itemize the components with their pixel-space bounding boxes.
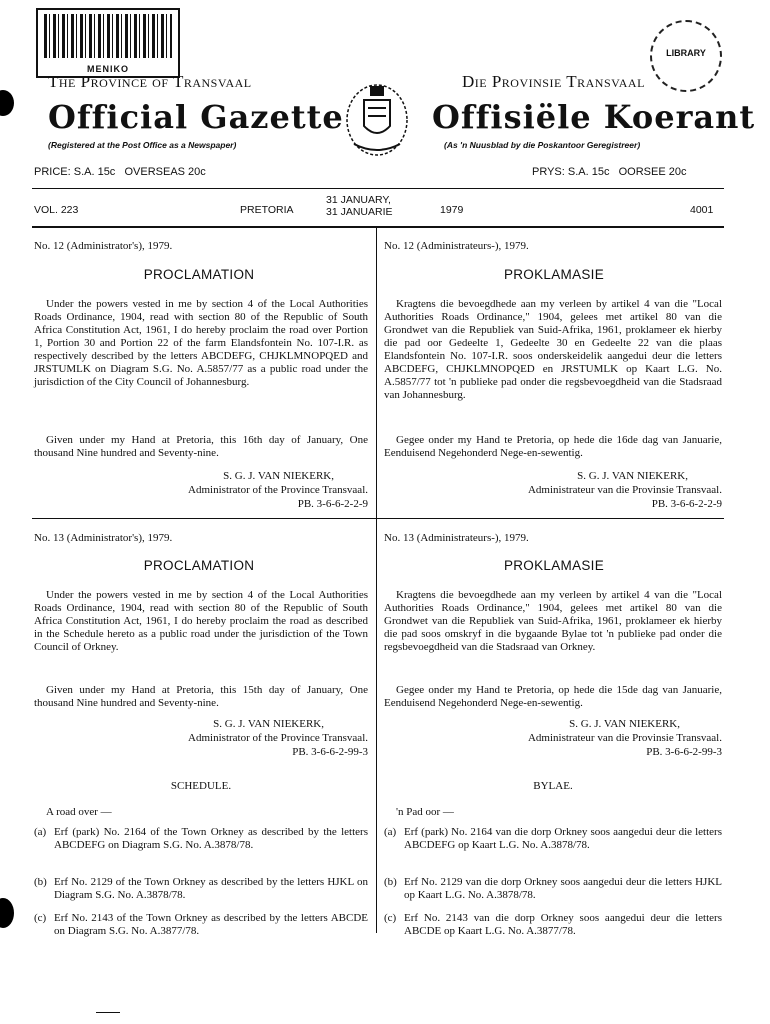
proc13-role-en: Administrator of the Province Transvaal. (188, 732, 368, 744)
proc12-signer-af: S. G. J. VAN NIEKERK, (577, 470, 688, 482)
proc12-heading-en: PROCLAMATION (143, 267, 255, 282)
schedule-item-af (384, 826, 722, 866)
item-label: (a) (34, 826, 47, 838)
punch-hole-mark (0, 898, 14, 928)
proc12-body-en: Under the powers vested in me by section 4 of the Local Authorities Roads Ordinance, 1904, read with section 80 of the Republic of South Africa Constitution Act, 1961, I do hereby proclaim the road over Portion 1, Portion 30 and Portion 22 of the farm Elandsfontein No. 107-I.R. as respectively described by the letters ABCDEFG, CHJKLMNOPQED and JRSTUMLK on Diagram S.G. No. A.5857/77 as a public road under the jurisdiction of the City Council of Johannesburg. (34, 298, 368, 388)
province-title-af: Die Provinsie Transvaal (462, 72, 645, 91)
schedule-intro-af: 'n Pad oor — (396, 806, 454, 818)
library-stamp (650, 20, 722, 92)
column-divider (376, 228, 377, 933)
proc12-heading-af: PROKLAMASIE (503, 267, 605, 282)
proc13-number-af: No. 13 (Administrateurs-), 1979. (384, 532, 529, 544)
header-rule (32, 188, 724, 189)
item-label: (b) (384, 876, 397, 888)
proc13-body-en: Under the powers vested in me by section 4 of the Local Authorities Roads Ordinance, 1904, read with section 80 of the Republic of South Africa Constitution Act, 1961, I do hereby proclaim the road as described in the Schedule hereto as a public road under the jurisdiction of the Town Council of Orkney. (34, 589, 368, 653)
proc13-signer-af: S. G. J. VAN NIEKERK, (569, 718, 680, 730)
proc13-body-af: Kragtens die bevoegdhede aan my verleen by artikel 4 van die "Local Authorities Roads Ordinance," 1904, gelees met artikel 80 van die Grondwet van die Republiek van Suid-Afrika, 1961, proklameer ek hierby die pad soos omskryf in die bygaande Bylae tot 'n publieke pad onder die regsbevoegdheid van die Stadsraad van Orkney. (384, 589, 722, 653)
schedule-item-af (384, 876, 722, 906)
proc13-signer-en: S. G. J. VAN NIEKERK, (213, 718, 324, 730)
item-text: Erf No. 2143 van die dorp Orkney soos aangedui deur die letters ABCDE op Kaart L.G. No. A.3877/78. (404, 912, 722, 937)
proc13-given-en: Given under my Hand at Pretoria, this 15th day of January, One thousand Nine hundred and Seventy-nine. (34, 684, 368, 709)
section-rule (32, 518, 724, 519)
proc12-given-en: Given under my Hand at Pretoria, this 16th day of January, One thousand Nine hundred and Seventy-nine. (34, 434, 368, 459)
schedule-item-af (384, 912, 722, 952)
schedule-heading-en: SCHEDULE. (170, 780, 232, 792)
item-label: (c) (34, 912, 47, 924)
stamp-text: LIBRARY (666, 48, 706, 58)
punch-hole-mark (0, 90, 14, 116)
registered-note-en: (Registered at the Post Office as a Newspaper) (48, 140, 237, 150)
proc13-ref-en: PB. 3-6-6-2-99-3 (292, 746, 368, 758)
item-label: (b) (34, 876, 47, 888)
issue-number: 4001 (690, 204, 714, 216)
registered-note-af: (As 'n Nuusblad by die Poskantoor Geregistreer) (444, 140, 641, 150)
item-text: Erf No. 2129 of the Town Orkney as described by the letters HJKL on Diagram S.G. No. A.3878/78. (54, 876, 368, 901)
barcode (36, 8, 180, 78)
item-label: (a) (384, 826, 397, 838)
schedule-item-en (34, 826, 368, 866)
proc12-signer-en: S. G. J. VAN NIEKERK, (223, 470, 334, 482)
proc13-role-af: Administrateur van die Provinsie Transvaal. (527, 732, 722, 744)
volume: VOL. 223 (34, 204, 79, 216)
proc12-given-af: Gegee onder my Hand te Pretoria, op hede die 16de dag van Januarie, Eenduisend Negehonderd Nege-en-sewentig. (384, 434, 722, 459)
barcode-bars (44, 14, 172, 58)
proc12-ref-en: PB. 3-6-6-2-2-9 (297, 498, 368, 510)
price-en: PRICE: S.A. 15c OVERSEAS 20c (34, 166, 206, 178)
proc13-given-af: Gegee onder my Hand te Pretoria, op hede die 15de dag van Januarie, Eenduisend Negehonderd Nege-en-sewentig. (384, 684, 722, 709)
date-en: 31 JANUARY, (326, 194, 391, 206)
proc12-body-af: Kragtens die bevoegdhede aan my verleen by artikel 4 van die "Local Authorities Roads Ordinance," 1904, gelees met artikel 80 van die Grondwet van die Republiek van Suid-Afrika, 1961, proklameer ek hierby die pad oor Gedeelte 1, Gedeelte 30 en Gedeelte 22 van die plaas Elandsfontein No. 107-I.R. soos onderskeidelik aangedui deur die letters ABCDEFG, CHJKLMNOPQED en JRSTUMLK op Kaart L.G. No. A.5857/77 tot 'n publieke pad onder die regsbevoegdheid van die Stadsraad van Johannesburg. (384, 298, 722, 401)
price-af: PRYS: S.A. 15c OORSEE 20c (532, 166, 687, 178)
item-text: Erf No. 2143 of the Town Orkney as described by the letters ABCDE on Diagram S.G. No. A.3877/78. (54, 912, 368, 937)
item-text: Erf (park) No. 2164 of the Town Orkney as described by the letters ABCDEFG on Diagram S.G. No. A.3878/78. (54, 826, 368, 851)
gazette-title-en: Official Gazette (48, 98, 344, 136)
proc12-number-af: No. 12 (Administrateurs-), 1979. (384, 240, 529, 252)
place: PRETORIA (240, 204, 294, 216)
barcode-label: MENIKO (87, 64, 129, 74)
item-text: Erf No. 2129 van die dorp Orkney soos aangedui deur die letters HJKL op Kaart L.G. No. A.3878/78. (404, 876, 722, 901)
schedule-item-en (34, 876, 368, 906)
proc12-role-af: Administrateur van die Provinsie Transvaal. (527, 484, 722, 496)
year: 1979 (440, 204, 464, 216)
proc13-heading-af: PROKLAMASIE (503, 558, 605, 573)
schedule-heading-af: BYLAE. (533, 780, 573, 792)
proc12-ref-af: PB. 3-6-6-2-2-9 (651, 498, 722, 510)
footer-mark (96, 1012, 120, 1013)
schedule-item-en (34, 912, 368, 952)
proc13-heading-en: PROCLAMATION (143, 558, 255, 573)
gazette-title-af: Offisiële Koerant (432, 98, 756, 136)
proc12-role-en: Administrator of the Province Transvaal. (188, 484, 368, 496)
item-label: (c) (384, 912, 397, 924)
header-rule-thick (32, 226, 724, 228)
coat-of-arms-icon (342, 78, 412, 158)
issue-date (326, 194, 393, 218)
schedule-intro-en: A road over — (46, 806, 112, 818)
proc13-number-en: No. 13 (Administrator's), 1979. (34, 532, 173, 544)
date-af: 31 JANUARIE (326, 206, 393, 218)
proc12-number-en: No. 12 (Administrator's), 1979. (34, 240, 173, 252)
item-text: Erf (park) No. 2164 van die dorp Orkney soos aangedui deur die letters ABCDEFG op Kaart L.G. No. A.3878/78. (404, 826, 722, 851)
province-title-en: The Province of Transvaal (48, 72, 252, 91)
proc13-ref-af: PB. 3-6-6-2-99-3 (646, 746, 722, 758)
